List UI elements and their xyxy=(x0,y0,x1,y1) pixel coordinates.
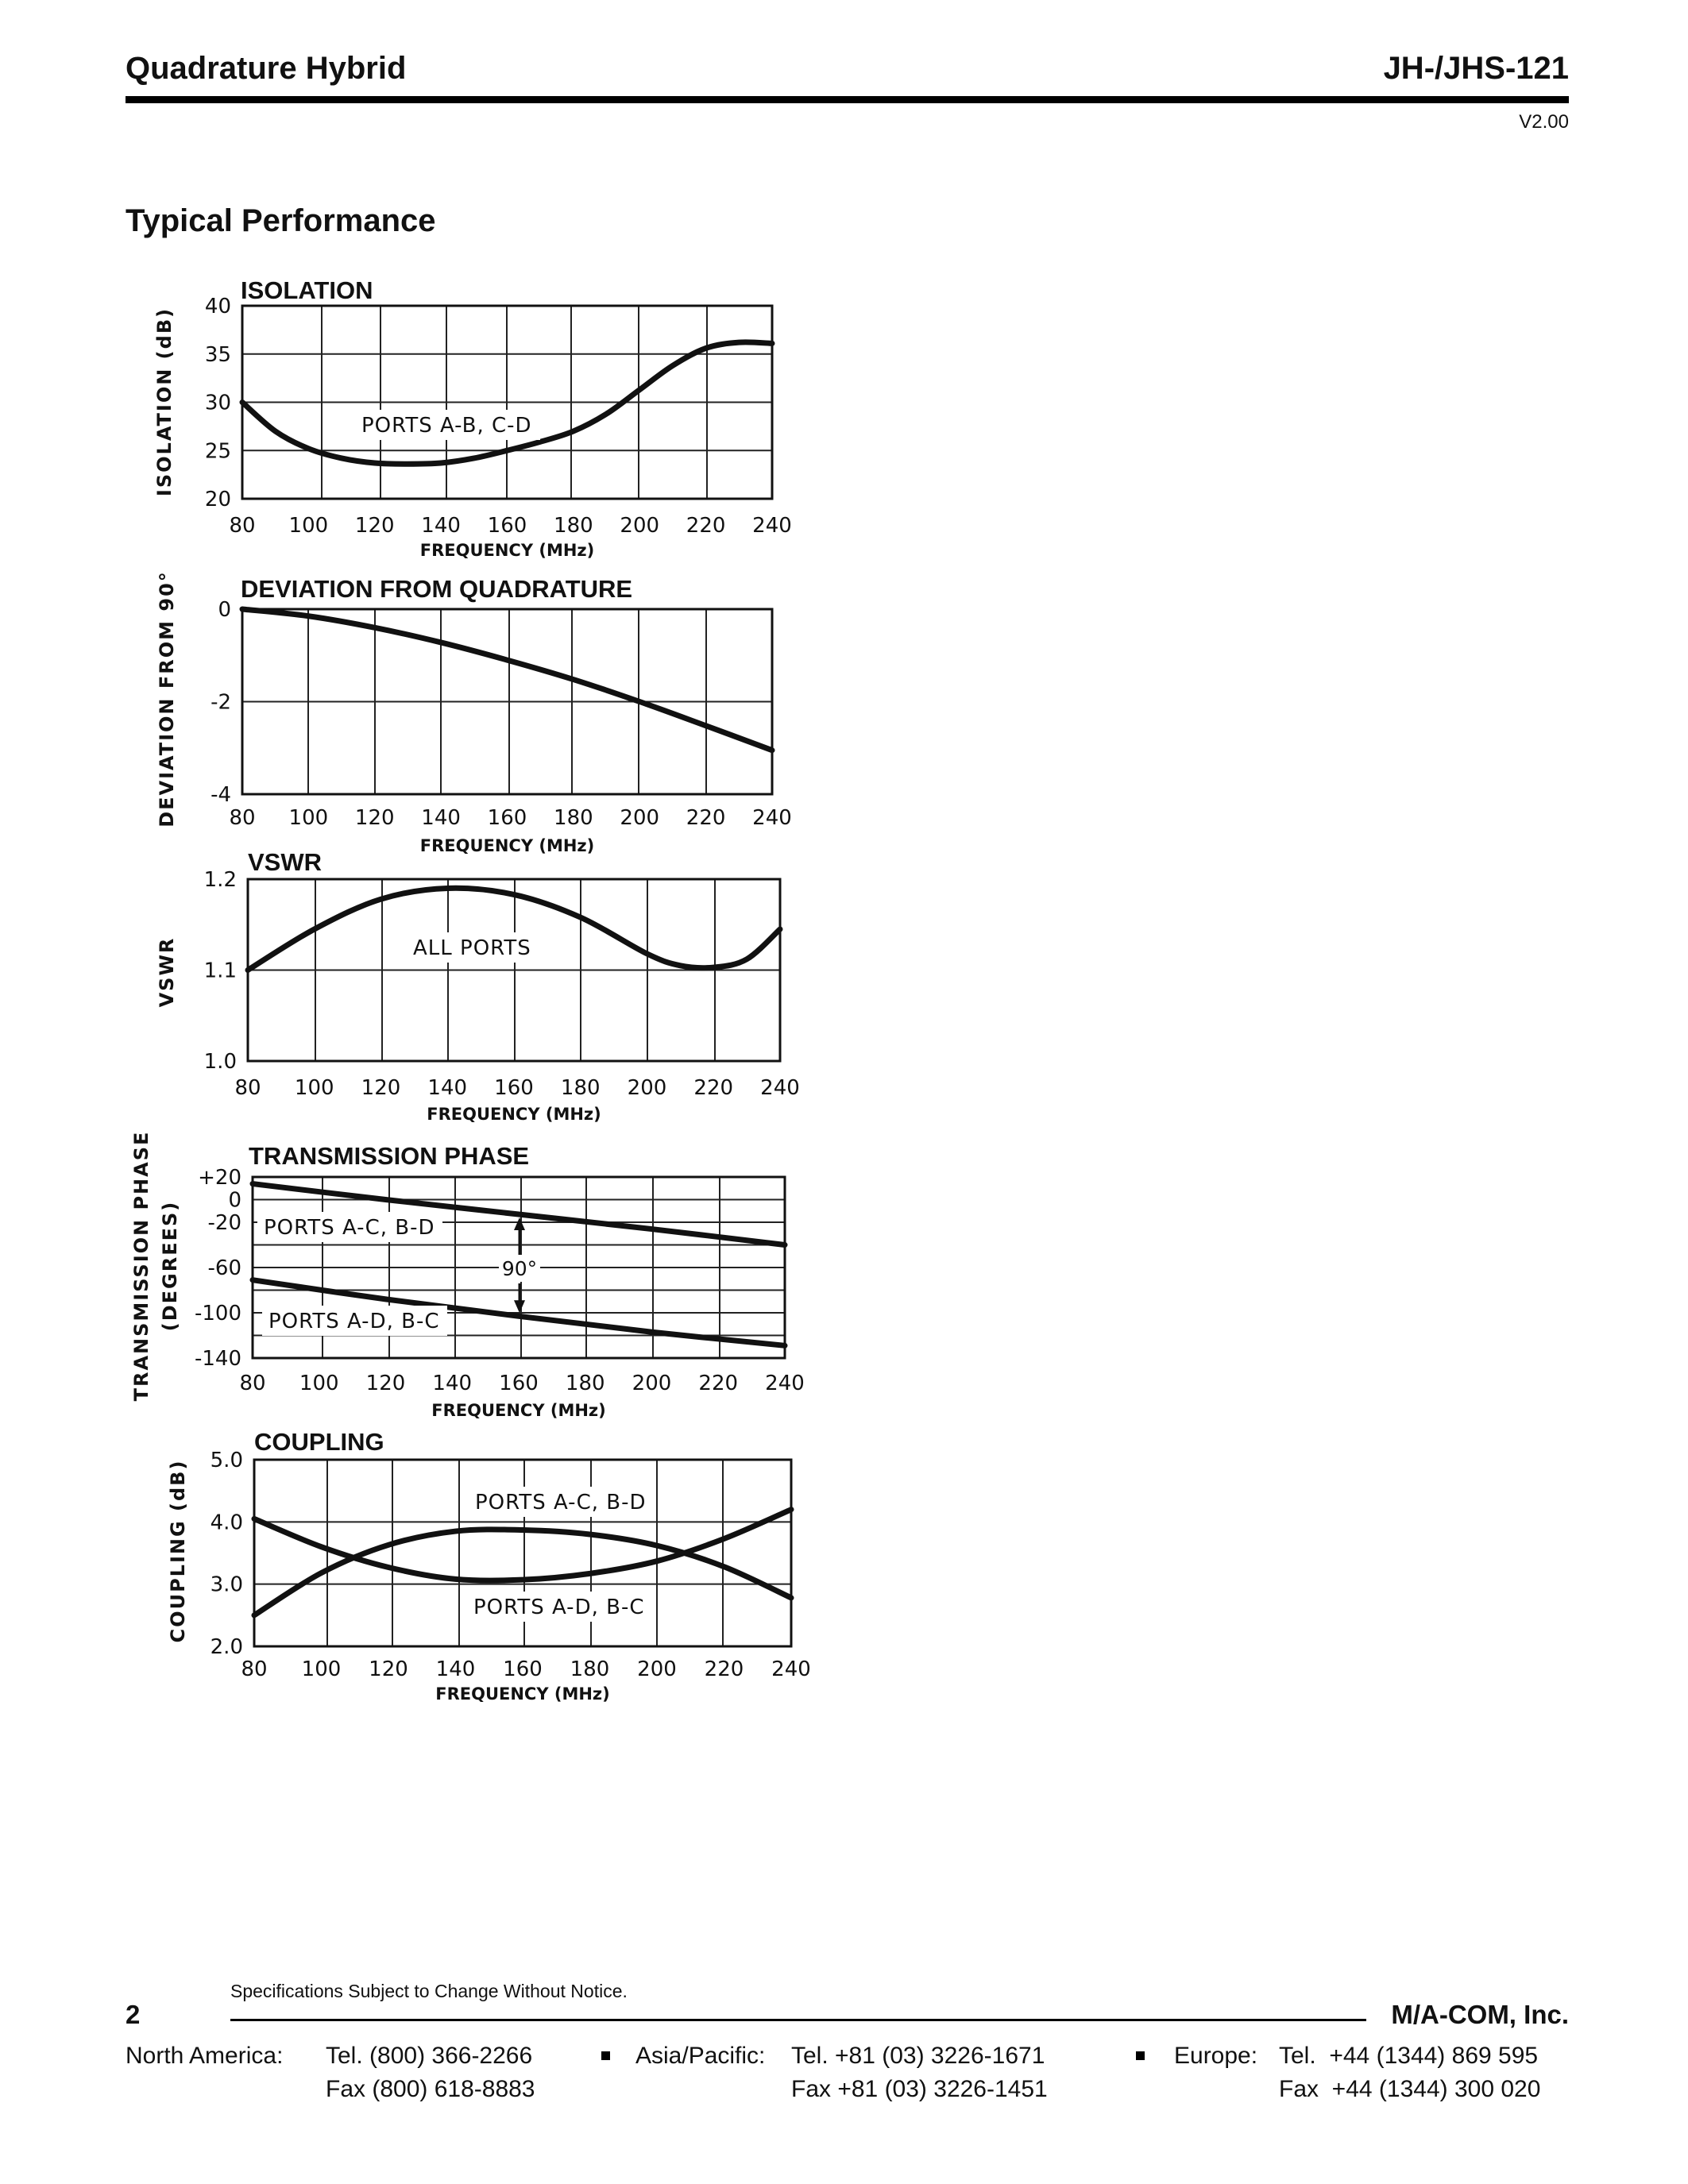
x-tick-label: 140 xyxy=(432,1372,473,1395)
x-tick-label: 120 xyxy=(354,806,395,830)
y-tick-label: 20 xyxy=(204,488,231,511)
model-number: JH-/JHS-121 xyxy=(1383,51,1569,86)
na-fax: Fax (800) 618-8883 xyxy=(326,2076,535,2102)
y-axis-label: COUPLING (dB) xyxy=(167,1459,189,1643)
x-tick-label: 120 xyxy=(361,1076,401,1100)
x-tick-label: 140 xyxy=(427,1076,468,1100)
x-axis-label: FREQUENCY (MHz) xyxy=(419,541,595,560)
x-tick-label: 200 xyxy=(637,1657,677,1681)
x-tick-label: 220 xyxy=(704,1657,744,1681)
x-tick-label: 120 xyxy=(369,1657,408,1681)
annotation-label: 90° xyxy=(501,1257,538,1280)
chart-title: COUPLING xyxy=(254,1428,384,1456)
series-line xyxy=(254,1510,791,1581)
y-tick-label: 4.0 xyxy=(210,1511,243,1535)
x-axis-label: FREQUENCY (MHz) xyxy=(435,1684,610,1704)
chart-title: TRANSMISSION PHASE xyxy=(249,1142,530,1170)
y-tick-label: 25 xyxy=(204,439,231,464)
x-tick-label: 240 xyxy=(771,1657,811,1681)
x-tick-label: 160 xyxy=(499,1372,539,1395)
y-axis-label: VSWR xyxy=(156,936,178,1008)
series-label: PORTS A-C, B-D xyxy=(264,1216,435,1240)
arrow-head-down xyxy=(514,1300,525,1313)
bullet-icon xyxy=(1136,2051,1145,2060)
y-tick-label: -60 xyxy=(207,1256,241,1280)
x-tick-label: 80 xyxy=(234,1076,261,1100)
x-tick-label: 80 xyxy=(239,1372,266,1395)
x-axis-label: FREQUENCY (MHz) xyxy=(419,836,595,855)
version-label: V2.00 xyxy=(1519,111,1569,133)
y-tick-label: -4 xyxy=(211,783,231,807)
x-tick-label: 100 xyxy=(299,1372,339,1395)
series-line xyxy=(242,609,772,751)
y-tick-label: 1.0 xyxy=(203,1050,237,1074)
x-tick-label: 160 xyxy=(494,1076,534,1100)
x-tick-label: 200 xyxy=(620,806,660,830)
x-tick-label: 140 xyxy=(421,806,461,830)
y-tick-label: 1.1 xyxy=(203,959,237,983)
x-tick-label: 160 xyxy=(503,1657,543,1681)
y-tick-label: 3.0 xyxy=(210,1572,243,1597)
x-axis-label: FREQUENCY (MHz) xyxy=(427,1105,601,1124)
y-tick-label: 30 xyxy=(204,391,231,415)
series-label: PORTS A-B, C-D xyxy=(361,414,532,438)
chart-title: ISOLATION xyxy=(241,276,373,304)
y-tick-label: 2.0 xyxy=(210,1635,243,1659)
y-axis-label: TRANSMISSION PHASE xyxy=(130,1130,153,1402)
y-tick-label: +20 xyxy=(198,1166,241,1190)
x-tick-label: 120 xyxy=(365,1372,406,1395)
arrow-head-up xyxy=(514,1217,525,1230)
ap-fax: Fax +81 (03) 3226-1451 xyxy=(791,2076,1048,2102)
y-axis-label-units: (DEGREES) xyxy=(159,1200,181,1332)
y-axis-label: DEVIATION FROM 90° xyxy=(156,570,178,828)
x-tick-label: 220 xyxy=(698,1372,739,1395)
x-tick-label: 140 xyxy=(435,1657,476,1681)
y-axis-label: ISOLATION (dB) xyxy=(153,307,176,497)
section-title: Typical Performance xyxy=(126,203,436,238)
eu-tel: Tel. +44 (1344) 869 595 xyxy=(1279,2043,1539,2069)
x-tick-label: 120 xyxy=(354,514,395,538)
series-label: PORTS A-C, B-D xyxy=(475,1491,647,1515)
x-tick-label: 240 xyxy=(752,514,792,538)
company-name: M/A-COM, Inc. xyxy=(1391,2000,1569,2029)
x-tick-label: 200 xyxy=(627,1076,667,1100)
y-tick-label: 40 xyxy=(204,295,231,318)
x-tick-label: 160 xyxy=(487,806,527,830)
document-title: Quadrature Hybrid xyxy=(126,51,407,86)
y-tick-label: 35 xyxy=(204,342,231,367)
ap-label: Asia/Pacific: xyxy=(635,2043,766,2069)
x-tick-label: 80 xyxy=(229,806,256,830)
na-tel: Tel. (800) 366-2266 xyxy=(326,2043,533,2069)
x-tick-label: 220 xyxy=(686,806,726,830)
y-tick-label: -20 xyxy=(207,1211,241,1235)
y-tick-label: 0 xyxy=(228,1188,241,1213)
x-tick-label: 200 xyxy=(620,514,660,538)
x-tick-label: 180 xyxy=(554,806,593,830)
ap-tel: Tel. +81 (03) 3226-1671 xyxy=(791,2043,1045,2069)
eu-fax: Fax +44 (1344) 300 020 xyxy=(1279,2076,1541,2102)
na-label: North America: xyxy=(126,2043,284,2069)
y-tick-label: -140 xyxy=(194,1347,241,1371)
y-tick-label: 1.2 xyxy=(203,868,237,892)
series-label: PORTS A-D, B-C xyxy=(473,1596,645,1619)
series-label: PORTS A-D, B-C xyxy=(268,1310,440,1333)
y-tick-label: -2 xyxy=(211,690,231,715)
x-tick-label: 100 xyxy=(288,806,329,830)
x-tick-label: 100 xyxy=(294,1076,334,1100)
footer-note: Specifications Subject to Change Without Notice. xyxy=(230,1981,628,2001)
footer-rule xyxy=(230,2019,1366,2021)
x-tick-label: 240 xyxy=(765,1372,805,1395)
x-tick-label: 80 xyxy=(241,1657,268,1681)
x-tick-label: 180 xyxy=(570,1657,610,1681)
x-tick-label: 180 xyxy=(560,1076,601,1100)
series-label: ALL PORTS xyxy=(413,936,531,960)
eu-label: Europe: xyxy=(1174,2043,1258,2069)
x-tick-label: 80 xyxy=(229,514,256,538)
x-tick-label: 100 xyxy=(301,1657,342,1681)
y-tick-label: -100 xyxy=(194,1302,241,1325)
x-tick-label: 180 xyxy=(554,514,593,538)
y-tick-label: 5.0 xyxy=(210,1449,243,1472)
x-tick-label: 240 xyxy=(760,1076,800,1100)
x-tick-label: 220 xyxy=(693,1076,734,1100)
y-tick-label: 0 xyxy=(218,598,231,622)
x-tick-label: 180 xyxy=(565,1372,605,1395)
chart-title: VSWR xyxy=(248,848,322,876)
x-tick-label: 160 xyxy=(487,514,527,538)
chart-title: DEVIATION FROM QUADRATURE xyxy=(241,575,633,603)
x-tick-label: 100 xyxy=(288,514,329,538)
x-axis-label: FREQUENCY (MHz) xyxy=(431,1401,606,1420)
x-tick-label: 140 xyxy=(421,514,461,538)
x-tick-label: 220 xyxy=(686,514,726,538)
page-number: 2 xyxy=(126,2000,141,2029)
x-tick-label: 240 xyxy=(752,806,792,830)
bullet-icon xyxy=(601,2051,610,2060)
x-tick-label: 200 xyxy=(632,1372,672,1395)
